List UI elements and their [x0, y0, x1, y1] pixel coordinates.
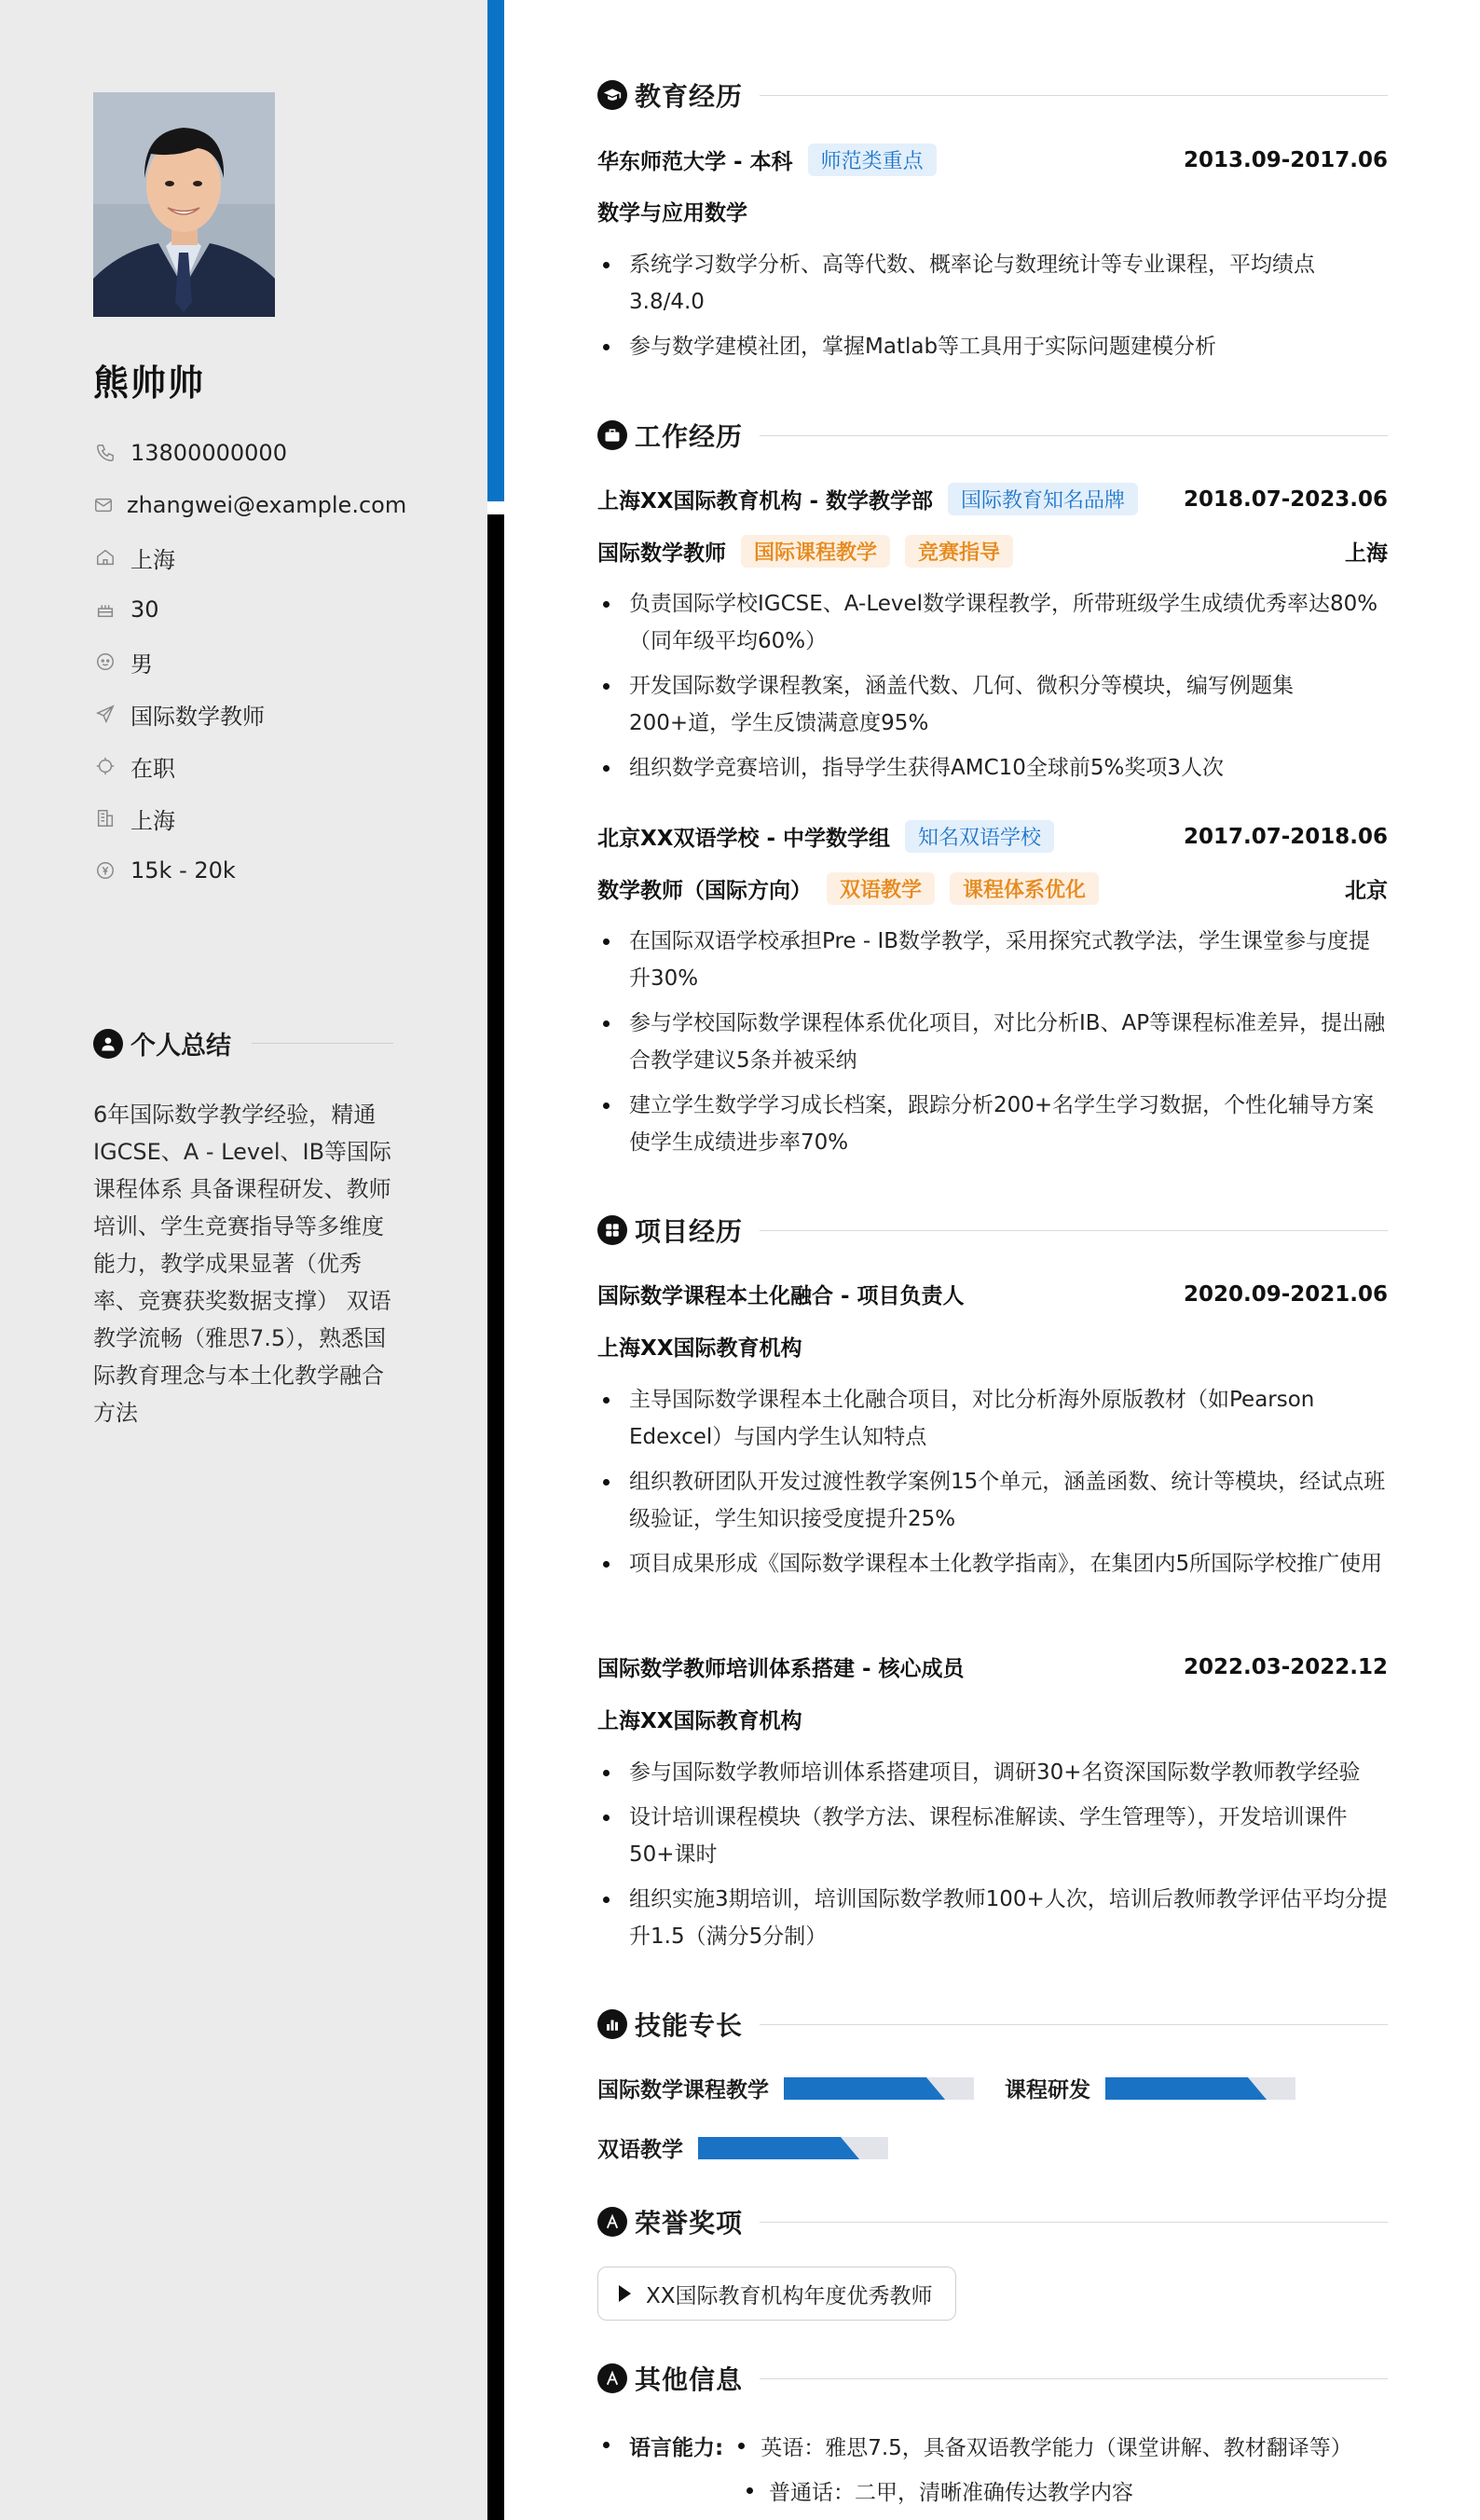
job-city: 北京 — [1345, 879, 1388, 903]
list-item: 组织教研团队开发过渡性教学案例15个单元，涵盖函数、统计等模块，经试点班级验证，学生知识接受度提升25% — [597, 1463, 1388, 1538]
list-item: 组织实施3期培训，培训国际数学教师100+人次，培训后教师教学评估平均分提升1.5（满分5分制） — [597, 1881, 1388, 1955]
major-name: 数学与应用数学 — [597, 201, 747, 226]
other-content — [597, 2423, 1388, 2513]
info-email — [93, 479, 407, 531]
job-role: 国际数学教师 — [597, 541, 726, 566]
project-name: 国际数学教师培训体系搭建 - 核心成员 — [597, 1657, 965, 1681]
job-tag: 国际教育知名品牌 — [948, 483, 1138, 515]
bar-chart-icon — [597, 2009, 627, 2039]
job-org: 北京XX双语学校 - 中学数学组 — [597, 827, 891, 851]
section-divider — [760, 2378, 1388, 2379]
phone-icon — [93, 441, 117, 465]
skill-tag: 竞赛指导 — [905, 535, 1013, 568]
project-org: 上海XX国际教育机构 — [597, 1336, 802, 1361]
education-bullets — [597, 246, 1388, 373]
info-city — [93, 792, 401, 844]
info-location — [93, 531, 401, 583]
graduation-cap-icon — [597, 80, 627, 110]
building-icon — [93, 806, 117, 830]
project-name: 国际数学课程本土化融合 - 项目负责人 — [597, 1284, 965, 1308]
skill-tag: 课程体系优化 — [950, 872, 1099, 905]
project-org: 上海XX国际教育机构 — [597, 1709, 802, 1733]
grid-icon — [597, 1215, 627, 1245]
job-bullets — [597, 923, 1388, 1169]
section-divider — [760, 2024, 1388, 2025]
info-text: 国际数学教师 — [130, 703, 265, 730]
info-phone — [93, 427, 401, 479]
home-icon — [93, 545, 117, 569]
candidate-name: 熊帅帅 — [93, 363, 206, 404]
project-bullets — [597, 1754, 1388, 1963]
project-header-row — [597, 1651, 1388, 1682]
summary-text: 6年国际数学教学经验，精通IGCSE、A - Level、IB等国际课程体系 具备课程研发、教师培训、学生竞赛指导等多维度能力，教学成果显著（优秀率、竞赛获奖数据支撑） 双语教学流畅（雅思7.5），熟悉国际教育理念与本土化教学融合方法 — [93, 1102, 392, 1426]
project-header-row — [597, 1279, 1388, 1309]
avatar — [93, 92, 275, 317]
section-divider — [760, 1230, 1388, 1231]
info-text: 30 — [130, 596, 159, 623]
job-role-row — [597, 535, 1388, 568]
info-text: 上海 — [130, 546, 175, 573]
honors-header — [597, 2203, 1388, 2240]
project-bullets — [597, 1381, 1388, 1590]
triangle-right-icon — [619, 2285, 631, 2302]
list-item: 参与学校国际数学课程体系优化项目，对比分析IB、AP等课程标准差异，提出融合教学建议5条并被采纳 — [597, 1005, 1388, 1079]
salary-icon — [93, 858, 117, 883]
info-age — [93, 583, 401, 636]
skill-bar — [698, 2137, 888, 2159]
section-title: 技能专长 — [635, 2010, 744, 2041]
award-icon — [597, 2207, 627, 2237]
section-title: 教育经历 — [635, 81, 744, 112]
skill-bar-fill — [698, 2137, 859, 2159]
info-icon — [597, 2363, 627, 2393]
major-row — [597, 196, 1388, 226]
divider-stripe — [487, 514, 504, 2520]
info-text: 在职 — [130, 755, 175, 782]
info-salary — [93, 844, 401, 897]
accent-stripe — [487, 0, 504, 501]
send-icon — [93, 702, 117, 726]
stripe-gap — [487, 501, 504, 514]
job-org: 上海XX国际教育机构 - 数学教学部 — [597, 489, 934, 514]
skill-tag: 双语教学 — [827, 872, 935, 905]
language-text: 英语：雅思7.5，具备双语教学能力（课堂讲解、教材翻译等） — [761, 2435, 1352, 2460]
section-title: 荣誉奖项 — [635, 2208, 744, 2239]
other-header — [597, 2360, 1388, 2397]
mail-icon — [93, 493, 114, 517]
list-item: 参与国际数学教师培训体系搭建项目，调研30+名资深国际数学教师教学经验 — [597, 1754, 1388, 1791]
section-divider — [760, 435, 1388, 436]
skill-bar-fill — [784, 2077, 945, 2100]
info-position — [93, 688, 401, 740]
contact-info-list — [93, 427, 407, 897]
education-row — [597, 144, 1388, 176]
skill-bar — [1105, 2077, 1295, 2100]
award-text: XX国际教育机构年度优秀教师 — [646, 2283, 933, 2308]
language-label: 语言能力: — [629, 2435, 724, 2460]
project-org-row — [597, 1331, 1388, 1362]
education-header — [597, 76, 1388, 114]
skill-tag: 国际课程教学 — [741, 535, 890, 568]
skill-bar-fill — [1105, 2077, 1267, 2100]
list-item: 负责国际学校IGCSE、A-Level数学课程教学，所带班级学生成绩优秀率达80%（同年级平均60%） — [597, 585, 1388, 660]
list-item: 在国际双语学校承担Pre - IB数学教学，采用探究式教学法，学生课堂参与度提升30% — [597, 923, 1388, 997]
job-role-row — [597, 872, 1388, 905]
summary-title: 个人总结 — [130, 1032, 231, 1061]
list-item: 设计培训课程模块（教学方法、课程标准解读、学生管理等），开发培训课件50+课时 — [597, 1799, 1388, 1873]
skills-header — [597, 2006, 1388, 2043]
language-row — [597, 2423, 1388, 2468]
skill-label: 课程研发 — [1005, 2078, 1090, 2102]
summary-divider — [252, 1043, 393, 1044]
language-item — [761, 2431, 1352, 2461]
info-text: 上海 — [130, 807, 175, 834]
skill-label: 双语教学 — [597, 2138, 683, 2162]
job-tag: 知名双语学校 — [905, 820, 1054, 853]
briefcase-icon — [597, 420, 627, 450]
face-icon — [93, 650, 117, 674]
section-divider — [760, 2222, 1388, 2223]
bullet-dot — [747, 2487, 753, 2494]
bullet-dot — [603, 2442, 610, 2448]
bullet-dot — [738, 2443, 745, 2449]
info-status — [93, 740, 401, 792]
list-item: 系统学习数学分析、高等代数、概率论与数理统计等专业课程，平均绩点3.8/4.0 — [597, 246, 1388, 321]
section-title: 其他信息 — [635, 2364, 744, 2395]
list-item: 组织数学竞赛培训，指导学生获得AMC10全球前5%奖项3人次 — [597, 749, 1388, 787]
award-item — [597, 2267, 956, 2321]
skill-item — [597, 2073, 974, 2103]
education-date: 2013.09-2017.06 — [1183, 147, 1388, 172]
work-header — [597, 417, 1388, 454]
list-item: 主导国际数学课程本土化融合项目，对比分析海外原版教材（如Pearson Edexcel）与国内学生认知特点 — [597, 1381, 1388, 1456]
job-date: 2018.07-2023.06 — [1183, 486, 1388, 512]
project-org-row — [597, 1704, 1388, 1734]
status-icon — [93, 754, 117, 778]
skill-item — [597, 2132, 888, 2163]
skill-bar — [784, 2077, 974, 2100]
job-bullets — [597, 585, 1388, 794]
job-role: 数学教师（国际方向） — [597, 879, 812, 903]
school-tag: 师范类重点 — [808, 144, 937, 176]
list-item: 建立学生数学学习成长档案，跟踪分析200+名学生学习数据，个性化辅导方案使学生成绩进步率70% — [597, 1087, 1388, 1161]
language-text: 普通话：二甲，清晰准确传达教学内容 — [769, 2480, 1133, 2505]
school-name: 华东师范大学 - 本科 — [597, 150, 793, 174]
list-item: 项目成果形成《国际数学课程本土化教学指南》，在集团内5所国际学校推广使用 — [597, 1545, 1388, 1582]
cake-icon — [93, 597, 117, 622]
info-text: zhangwei@example.com — [127, 492, 407, 518]
job-header-row — [597, 483, 1388, 515]
skill-item — [1005, 2073, 1295, 2103]
list-item: 参与数学建模社团，掌握Matlab等工具用于实际问题建模分析 — [597, 328, 1388, 365]
info-gender — [93, 636, 401, 688]
info-text: 男 — [130, 651, 153, 678]
section-divider — [760, 95, 1388, 96]
project-date: 2022.03-2022.12 — [1183, 1654, 1388, 1679]
job-header-row — [597, 820, 1388, 853]
job-city: 上海 — [1345, 541, 1388, 566]
language-item — [769, 2475, 1133, 2506]
skill-label: 国际数学课程教学 — [597, 2078, 769, 2102]
summary-header — [93, 1025, 393, 1061]
section-title: 项目经历 — [635, 1216, 744, 1247]
user-icon — [93, 1029, 123, 1059]
info-text: 15k - 20k — [130, 857, 236, 883]
projects-header — [597, 1212, 1388, 1249]
section-title: 工作经历 — [635, 421, 744, 452]
project-date: 2020.09-2021.06 — [1183, 1281, 1388, 1307]
job-date: 2017.07-2018.06 — [1183, 824, 1388, 849]
language-row — [597, 2468, 1388, 2513]
info-text: 13800000000 — [130, 440, 287, 466]
list-item: 开发国际数学课程教案，涵盖代数、几何、微积分等模块，编写例题集200+道，学生反馈满意度95% — [597, 667, 1388, 742]
